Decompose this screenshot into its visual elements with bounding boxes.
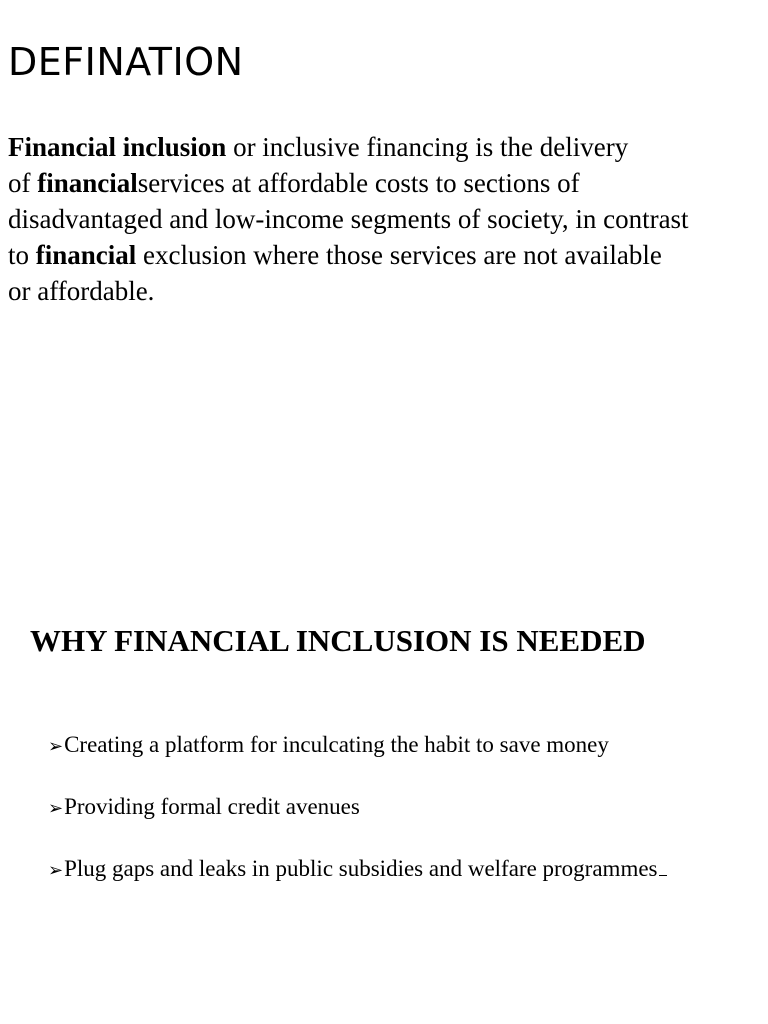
bold-term: Financial inclusion [8, 132, 227, 162]
arrow-bullet-icon: ➢ [48, 798, 64, 818]
list-item-text: Providing formal credit avenues [64, 794, 360, 819]
reasons-list [48, 730, 667, 916]
definition-text: of [8, 168, 38, 198]
definition-text: exclusion where those services are not available [136, 240, 662, 270]
bold-term: financial [37, 168, 138, 198]
page-title: DEFINATION [8, 40, 244, 84]
trailing-underline [659, 855, 667, 876]
definition-line-5: or affordable. [8, 276, 155, 306]
list-item [48, 854, 667, 885]
list-item-text: Plug gaps and leaks in public subsidies and welfare programmes [64, 856, 658, 881]
list-item [48, 792, 667, 823]
section-title: WHY FINANCIAL INCLUSION IS NEEDED [30, 623, 646, 658]
definition-line-2 [8, 165, 689, 201]
bold-term: financial [35, 240, 137, 270]
definition-line-4 [8, 237, 689, 273]
definition-text: services at affordable costs to sections of [137, 168, 580, 198]
arrow-bullet-icon: ➢ [48, 860, 64, 880]
definition-text: or inclusive financing is the delivery [226, 132, 629, 162]
definition-line-1 [8, 129, 689, 165]
definition-text: to [8, 240, 36, 270]
arrow-bullet-icon: ➢ [48, 736, 64, 756]
list-item-text: Creating a platform for inculcating the habit to save money [64, 732, 609, 757]
definition-line-3: disadvantaged and low-income segments of society, in contrast [8, 204, 689, 234]
list-item [48, 730, 667, 761]
definition-paragraph [8, 129, 689, 309]
